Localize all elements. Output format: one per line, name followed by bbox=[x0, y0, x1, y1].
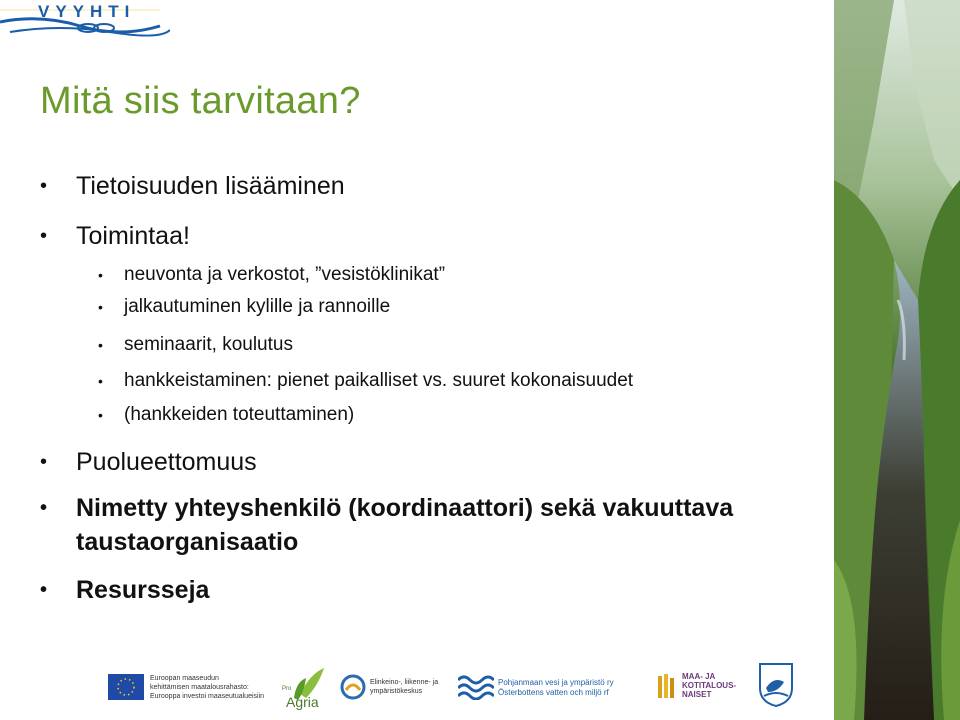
maa-logo-text: MAA- JA KOTITALOUS- NAISET bbox=[682, 672, 737, 699]
ely-logo-icon bbox=[340, 674, 366, 700]
eu-flag-icon bbox=[108, 674, 144, 700]
logo-text: VYYHTI bbox=[38, 2, 136, 21]
footer-logos bbox=[0, 650, 834, 720]
bullet-dot-icon: • bbox=[40, 497, 48, 519]
bullet-dot-icon: • bbox=[40, 175, 48, 197]
bullet-dot-icon: • bbox=[98, 299, 103, 315]
bullet-dot-icon: • bbox=[98, 407, 103, 423]
stream-photo bbox=[834, 0, 960, 720]
slide: VYYHTI Mitä siis tarvitaan? • Tietoisuuden lisääminen • Toimintaa! • neuvonta ja verkostot, ”vesistöklinikat” • jalkautuminen kylille ja rannoille • seminaarit, koulutus • hankkeistaminen: pienet paikalliset vs. suuret kokonaisuudet • (hankkeiden toteuttaminen) • Puolueettomuus • Nimetty yhteyshenkilö (koordinaattori) sekä vakuuttava taustaorganisaatio • Resursseja Euroopan maaseudun kehittämisen maatalousrahasto: Eurooppa investoi maaseutualueisiin Agria Pro Elinkeino-, liikenne- ja ympäristökeskus Pohjanmaan vesi ja ympäristö ry Österbottens vatten och miljö rf MAA- JA KOTITALOUS- NAISET bbox=[0, 0, 960, 720]
pro-agria-logo: Agria Pro bbox=[280, 664, 330, 714]
eu-logo-text: Euroopan maaseudun kehittämisen maatalousrahasto: Eurooppa investoi maaseutualueisiin bbox=[150, 675, 265, 700]
bullet-dot-icon: • bbox=[98, 373, 103, 389]
bullet-dot-icon: • bbox=[40, 579, 48, 601]
maa-logo-icon bbox=[656, 672, 678, 702]
bullet-dot-icon: • bbox=[98, 337, 103, 353]
fish-shield-icon bbox=[758, 662, 794, 708]
vyyhti-logo bbox=[0, 0, 170, 40]
pvy-logo-text: Pohjanmaan vesi ja ympäristö ry Österbottens vatten och miljö rf bbox=[498, 678, 614, 697]
slide-title: Mitä siis tarvitaan? bbox=[40, 80, 361, 122]
bullet-dot-icon: • bbox=[40, 225, 48, 247]
ely-logo-text: Elinkeino-, liikenne- ja ympäristökeskus bbox=[370, 679, 439, 695]
bullet-dot-icon: • bbox=[98, 267, 103, 283]
bullet-dot-icon: • bbox=[40, 451, 48, 473]
pvy-waves-icon bbox=[458, 672, 494, 700]
